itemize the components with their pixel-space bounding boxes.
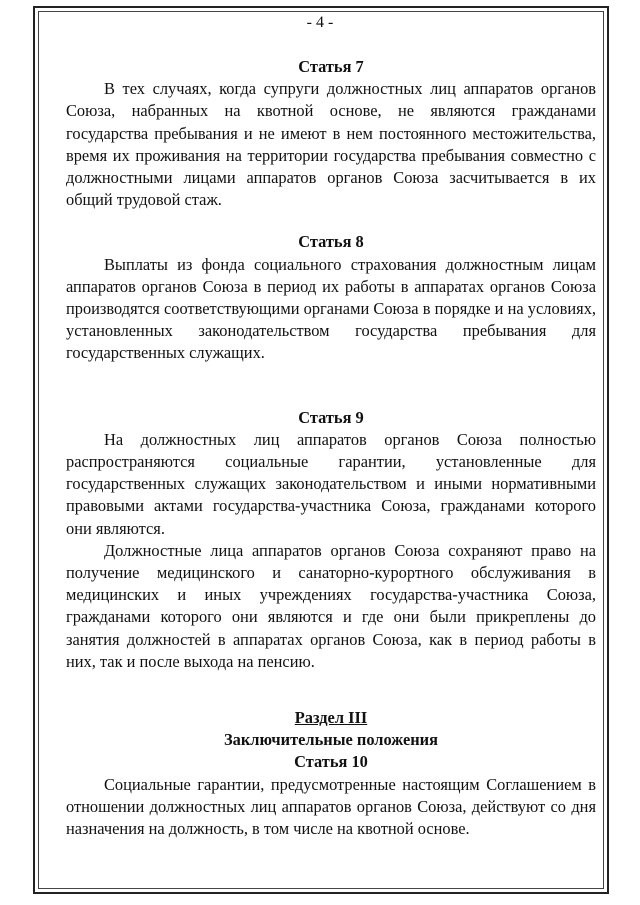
document-body: [66, 56, 596, 840]
article-9-title: Статья 9: [298, 407, 364, 427]
section-title: Раздел III: [294, 708, 368, 728]
article-8-paragraph-1: Выплаты из фонда социального страхования должностным лицам аппаратов органов Союза в период их работы в аппаратах органов Союза производятся соответствующими органами Союза в порядке и на условиях, установленных законодательством государства пребывания для государственных служащих.: [66, 254, 596, 363]
article-10-paragraph-1: Социальные гарантии, предусмотренные настоящим Соглашением в отношении должностных лиц аппаратов органов Союза, действуют со дня назначения на должность, в том числе на квотной основе.: [66, 774, 596, 839]
article-7-paragraph-1: В тех случаях, когда супруги должностных лиц аппаратов органов Союза, набранных на квотной основе, не являются гражданами государства пребывания и не имеют в нем постоянного местожительства, время их проживания на территории государства пребывания совместно с должностными лицами аппаратов органов Союза засчитывается в их общий трудовой стаж.: [66, 79, 596, 210]
page-number: - 4 -: [306, 14, 334, 31]
article-10-title: Статья 10: [294, 752, 368, 772]
section-subtitle: Заключительные положения: [224, 730, 438, 750]
article-9-paragraph-2: Должностные лица аппаратов органов Союза сохраняют право на получение медицинского и санаторно-курортного обслуживания в медицинских и иных учреждениях государства-участника Союза, гражданами которого они являются и где они были прикреплены до занятия должностей в аппаратах органов Союза, как в период работы в них, так и после выхода на пенсию.: [66, 540, 596, 671]
article-7-title: Статья 7: [298, 57, 364, 76]
article-8-title: Статья 8: [298, 232, 364, 252]
article-9-paragraph-1: На должностных лиц аппаратов органов Союза полностью распространяются социальные гарантии, установленные для государственных служащих законодательством и иными нормативными правовыми актами государства-участника Союза, гражданами которого они являются.: [66, 429, 596, 538]
